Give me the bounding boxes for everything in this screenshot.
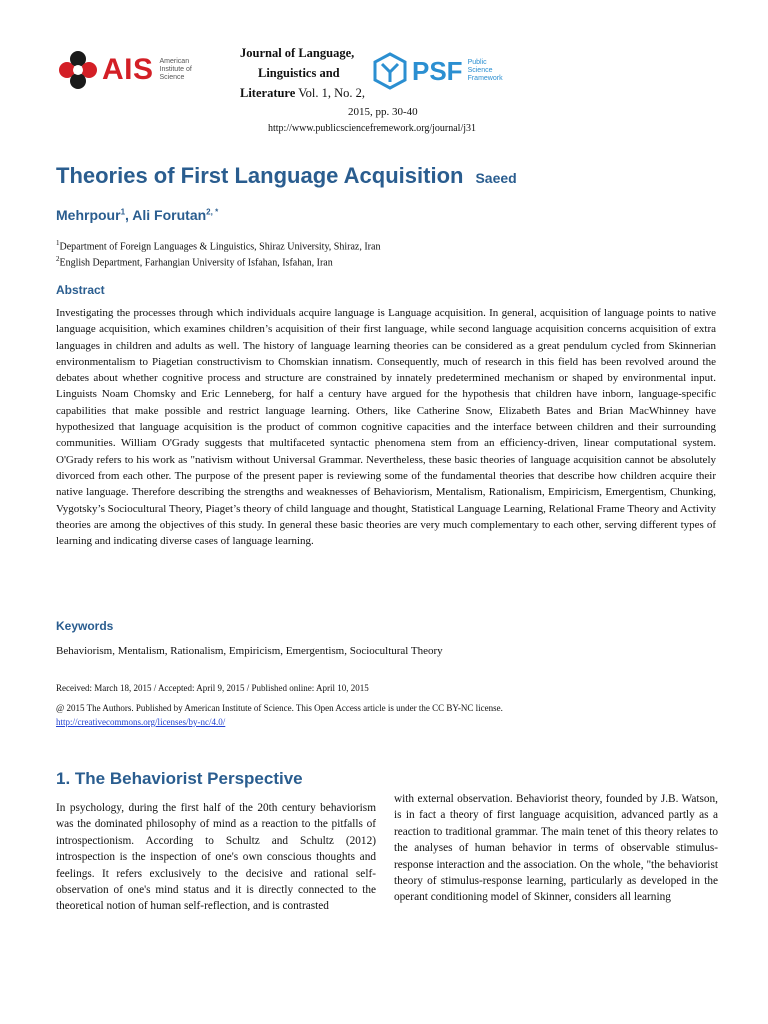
journal-url[interactable]: http://www.publicsciencefremework.org/journal/j31 [268,123,477,134]
paper-title-author-start: Saeed [475,170,517,186]
ais-logo-mark-icon [56,50,100,90]
affiliation-1-marker: 1 [56,239,60,247]
keywords-heading: Keywords [56,619,114,633]
ais-logo-subtext: American Institute of Science [159,58,192,81]
license-link[interactable]: http://creativecommons.org/licenses/by-nc/4.0/ [56,717,226,727]
journal-name-line2: Linguistics and [258,66,340,80]
ais-logo [56,50,200,90]
author-2-affil: 2, * [206,207,219,217]
journal-year-pages: 2015, pp. 30-40 [348,106,418,118]
affiliation-2 [56,255,333,268]
author-separator: , [125,207,133,223]
author-2: Ali Forutan [132,207,207,223]
psf-logo-text: PSF [412,55,463,86]
publication-dates: Received: March 18, 2015 / Accepted: April 9, 2015 / Published online: April 10, 2015 [56,683,369,693]
journal-name-line3 [240,83,365,103]
abstract-text: Investigating the processes through which individuals acquire language is Language acquisition. In general, acquisition of language points to native language acquisition, which examines children’s acquisition of their first language, while second language acquisition concerns acquisition of extra languages in children and adults as well. The history of language learning theories can be considered as a great pendulum cycled from Skinnerian environmentalism to Piagetian constructivism to Chomskian innatism. Consequently, much of research in this field has been revolved around the debates about whether cognitive process and structure are constrained by innately predetermined mechanism or shaped by environmental input. Linguists Noam Chomsky and Eric Lenneberg, for half a century have argued for the hypothesis that children have inborn, language-specific capabilities that make possible and restrict language learning. Others, like Catherine Snow, Elizabeth Bates and Brian MacWhinney have hypothesized that language acquisition is the product of common cognitive capacities and the interface between children and their surrounding communities. William O'Grady suggests that multifaceted syntactic phenomena stem from an efficiency-driven, linear computational system. O'Grady refers to his work as "nativism without Universal Grammar. Nevertheless, these basic theories of language acquisition cannot be absolutely divorced from each other. The purpose of the present paper is reviewing some of the fundamental theories that describe how children acquire their native language. Therefore describing the strengths and weaknesses of Behaviorism, Mentalism, Rationalism, Empiricism, Emergentism, Chunking, Vygotsky’s Sociocultural Theory, Piaget’s theory of child language and thought, Statistical Language Learning, Relational Frame Theory and Activity theories are among the objectives of this study. In general these basic theories are very much complementary to each other, serving different types of learning and indicating diverse cases of language learning. [56,307,716,548]
copyright-notice: @ 2015 The Authors. Published by American Institute of Science. This Open Access article is under the CC BY-NC license. [56,703,503,713]
affiliation-2-marker: 2 [56,255,60,263]
journal-volume: Vol. 1, No. 2, [295,86,366,100]
affiliation-2-text: English Department, Farhangian University of Isfahan, Isfahan, Iran [59,257,333,269]
author-1: Mehrpour [56,207,121,223]
section-1-left-column: In psychology, during the first half of the 20th century behaviorism was the dominated philosophy of mind as a reaction to the pitfalls of introspectionism. According to Schultz and Schultz (2012) introspection is the inspection of one's own conscious thoughts and feelings. It refers exclusively to the decisive and rational self-observation of one's mind status and it is directly connected to the theoretical notion of human self-reflection, and is contrasted [56,802,376,913]
psf-logo-subtext: Public Science Framework [467,59,503,82]
affiliation-1 [56,239,380,252]
journal-name-line1: Journal of Language, [240,46,355,60]
section-1-heading: 1. The Behaviorist Perspective [56,769,303,788]
author-1-affil: 1 [120,207,126,217]
psf-logo [372,52,512,90]
paper-title-main: Theories of First Language Acquisition [56,163,464,188]
psf-logo-mark-icon [372,52,408,90]
section-1-right-column: with external observation. Behaviorist theory, founded by J.B. Watson, is in fact a theory of first language acquisition, advanced partly as a reaction to traditional grammar. The main tenet of this theory relates to the analyses of human behavior in terms of observable stimulus-response interaction and the association. On the whole, "the behaviorist theory of stimulus-response learning, particularly as developed in the operant conditioning model of Skinner, considers all learning [394,793,718,904]
abstract-heading: Abstract [56,283,105,297]
journal-name-literature: Literature [240,86,296,100]
author-list [56,207,218,223]
keywords-text: Behaviorism, Mentalism, Rationalism, Empiricism, Emergentism, Sociocultural Theory [56,645,443,657]
ais-logo-text: AIS [102,53,154,86]
affiliation-1-text: Department of Foreign Languages & Linguistics, Shiraz University, Shiraz, Iran [59,241,381,253]
paper-title [56,163,517,189]
